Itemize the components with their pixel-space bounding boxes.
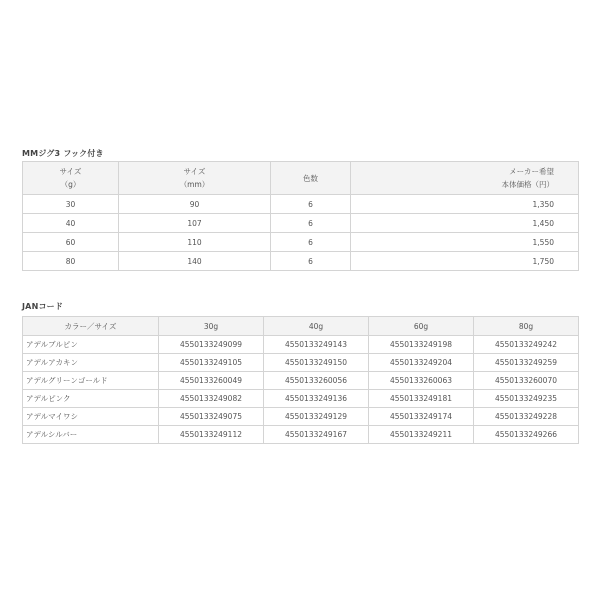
spec-cell-length: 140 (119, 252, 271, 271)
spec-cell-price: 1,350 (351, 195, 579, 214)
jan-header-40g: 40g (264, 317, 369, 336)
jan-code-cell: 4550133249228 (474, 408, 579, 426)
spec-cell-colors: 6 (271, 195, 351, 214)
spec-header-price (351, 162, 579, 195)
jan-code-cell: 4550133249174 (369, 408, 474, 426)
spec-cell-colors: 6 (271, 214, 351, 233)
spec-cell-colors: 6 (271, 233, 351, 252)
jan-code-cell: 4550133249242 (474, 336, 579, 354)
jan-color-name: アデルマイワシ (23, 408, 159, 426)
table-row (23, 354, 579, 372)
table-row (23, 233, 579, 252)
spec-header-row (23, 162, 579, 195)
jan-header-80g: 80g (474, 317, 579, 336)
header-line: （g） (60, 180, 81, 189)
jan-code-cell: 4550133249266 (474, 426, 579, 444)
jan-code-cell: 4550133249112 (159, 426, 264, 444)
jan-code-cell: 4550133249099 (159, 336, 264, 354)
table-row (23, 390, 579, 408)
jan-code-cell: 4550133249143 (264, 336, 369, 354)
jan-code-cell: 4550133260070 (474, 372, 579, 390)
jan-code-cell: 4550133249211 (369, 426, 474, 444)
header-line: メーカー希望 (509, 167, 554, 176)
spec-cell-price: 1,450 (351, 214, 579, 233)
jan-code-cell: 4550133260056 (264, 372, 369, 390)
jan-color-name: アデルシルバー (23, 426, 159, 444)
header-line: サイズ (59, 167, 82, 176)
jan-header-30g: 30g (159, 317, 264, 336)
spec-cell-length: 110 (119, 233, 271, 252)
spec-cell-length: 107 (119, 214, 271, 233)
spec-cell-length: 90 (119, 195, 271, 214)
table-row (23, 372, 579, 390)
jan-code-cell: 4550133249136 (264, 390, 369, 408)
jan-code-cell: 4550133249150 (264, 354, 369, 372)
table-row (23, 426, 579, 444)
jan-header-row (23, 317, 579, 336)
header-line: 本体価格（円） (501, 180, 554, 189)
jan-color-name: アデルブルピン (23, 336, 159, 354)
jan-code-cell: 4550133249075 (159, 408, 264, 426)
spec-header-colors (271, 162, 351, 195)
spec-cell-price: 1,550 (351, 233, 579, 252)
spec-header-weight (23, 162, 119, 195)
spec-section-title: MMジグ3 フック付き (22, 149, 104, 158)
jan-code-cell: 4550133260049 (159, 372, 264, 390)
jan-section-title: JANコード (22, 302, 64, 311)
table-row (23, 252, 579, 271)
header-line: （mm） (179, 180, 210, 189)
table-row (23, 336, 579, 354)
spec-table (22, 161, 579, 271)
jan-code-cell: 4550133249181 (369, 390, 474, 408)
jan-color-name: アデルピンク (23, 390, 159, 408)
spec-header-length (119, 162, 271, 195)
jan-header-color-size: カラー／サイズ (23, 317, 159, 336)
spec-cell-weight: 60 (23, 233, 119, 252)
jan-code-cell: 4550133249235 (474, 390, 579, 408)
table-row (23, 195, 579, 214)
jan-table (22, 316, 579, 444)
jan-code-cell: 4550133249082 (159, 390, 264, 408)
spec-cell-weight: 40 (23, 214, 119, 233)
table-row (23, 214, 579, 233)
header-line: サイズ (183, 167, 206, 176)
jan-code-cell: 4550133249259 (474, 354, 579, 372)
jan-color-name: アデルアカキン (23, 354, 159, 372)
jan-code-cell: 4550133249167 (264, 426, 369, 444)
spec-cell-weight: 80 (23, 252, 119, 271)
spec-cell-colors: 6 (271, 252, 351, 271)
spec-cell-price: 1,750 (351, 252, 579, 271)
jan-code-cell: 4550133249198 (369, 336, 474, 354)
header-line: 色数 (303, 173, 318, 183)
jan-color-name: アデルグリーンゴールド (23, 372, 159, 390)
jan-code-cell: 4550133260063 (369, 372, 474, 390)
jan-code-cell: 4550133249129 (264, 408, 369, 426)
jan-header-60g: 60g (369, 317, 474, 336)
jan-code-cell: 4550133249204 (369, 354, 474, 372)
jan-code-cell: 4550133249105 (159, 354, 264, 372)
table-row (23, 408, 579, 426)
spec-cell-weight: 30 (23, 195, 119, 214)
